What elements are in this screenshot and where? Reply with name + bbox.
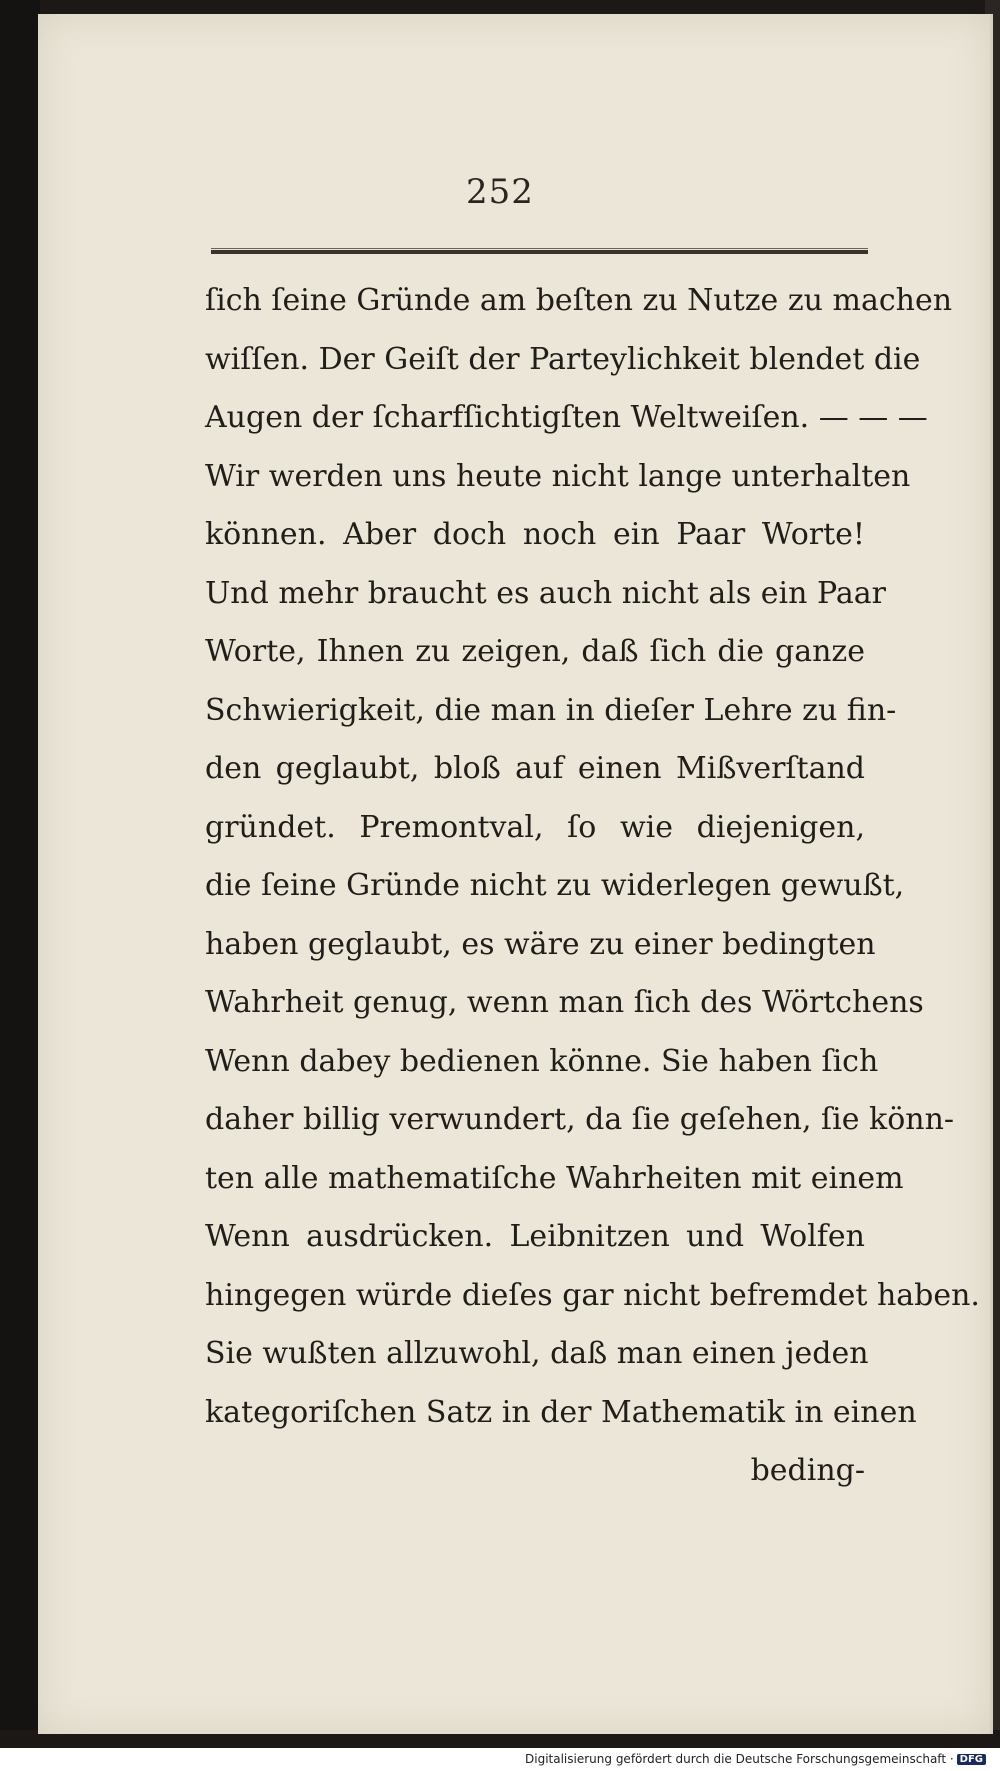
text-line: gründet. Premontval, ſo wie diejenigen, (205, 809, 865, 845)
credit-text: Digitalisierung gefördert durch die Deutsche Forschungsgemeinschaft · (525, 1752, 954, 1766)
text-line: daher billig verwundert, da ſie geſehen, ſie könn- (205, 1102, 955, 1137)
top-edge-shadow (0, 0, 1000, 14)
text-line: die ſeine Gründe nicht zu widerlegen gewußt, (205, 868, 905, 903)
text-line: Augen der ſcharfſichtigſten Weltweiſen. — — — (205, 400, 928, 435)
page-number: 252 (466, 172, 534, 212)
text-line: den geglaubt, bloß auf einen Mißverſtand (205, 751, 865, 786)
text-line: Und mehr braucht es auch nicht als ein Paar (205, 575, 886, 611)
text-line: kategoriſchen Satz in der Mathematik in einen (205, 1394, 917, 1430)
text-line: ſich ſeine Gründe am beſten zu Nutze zu machen (205, 283, 953, 318)
text-line: ten alle mathematiſche Wahrheiten mit einem (205, 1160, 904, 1196)
text-line: können. Aber doch noch ein Paar Worte! (205, 517, 865, 552)
header-rule-thick (211, 250, 868, 254)
header-rule-thin (211, 248, 868, 249)
catchword: beding- (750, 1453, 865, 1488)
text-line: wiſſen. Der Geiſt der Parteylichkeit blendet die (205, 341, 921, 377)
text-line: Sie wußten allzuwohl, daß man einen jeden (205, 1336, 869, 1371)
book-spine-edge (0, 0, 40, 1746)
body-text (205, 272, 980, 1501)
dfg-logo: DFG (957, 1754, 986, 1765)
text-line: Wenn dabey bedienen könne. Sie haben ſich (205, 1043, 879, 1079)
text-line: Wenn ausdrücken. Leibnitzen und Wolfen (205, 1219, 865, 1254)
text-line: Schwierigkeit, die man in dieſer Lehre zu fin- (205, 692, 897, 728)
text-line: hingegen würde dieſes gar nicht befremdet haben. (205, 1277, 980, 1313)
header-rule (211, 248, 868, 255)
text-line: Wir werden uns heute nicht lange unterhalten (205, 458, 911, 494)
text-line: haben geglaubt, es wäre zu einer bedingten (205, 926, 876, 962)
text-line: Worte, Ihnen zu zeigen, daß ſich die ganze (205, 634, 865, 669)
text-line: Wahrheit genug, wenn man ſich des Wörtchens (205, 985, 924, 1020)
digitization-credit (525, 1752, 986, 1766)
